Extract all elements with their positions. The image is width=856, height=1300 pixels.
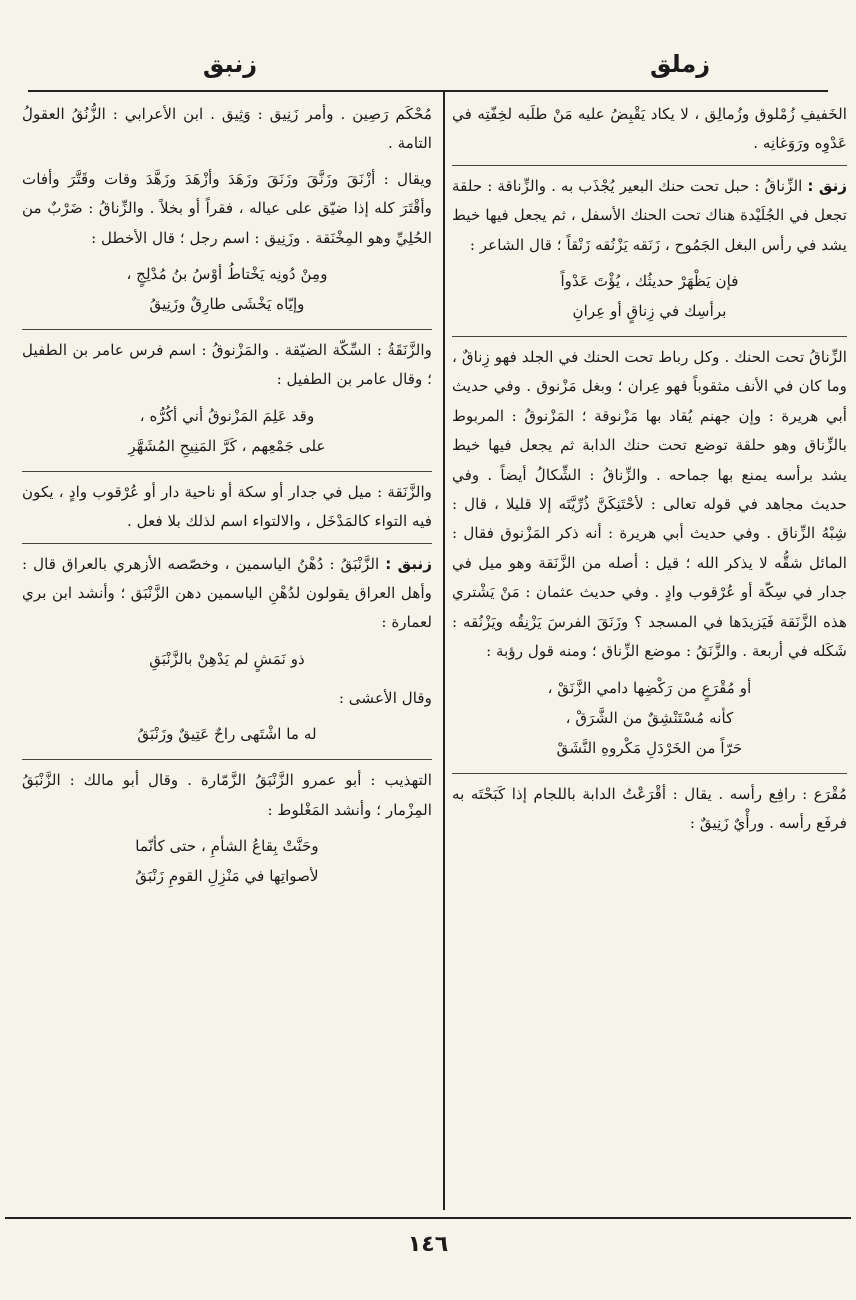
entry-paragraph: مُحْكَم رَصِين . وأمر زَنِيق : وَثِيق . ابن الأعرابي : الزُّنُقُ العقولُ التامة . — [22, 105, 432, 153]
verse-line: فإن يَظْهَرْ حديثُك ، يُؤْتَ عَدْواً — [560, 272, 739, 291]
verse-line: وحَنَّتْ بِقاعُ الشأمِ ، حتى كأنّما — [135, 837, 319, 856]
verse-line: برأسِك في زِناقٍ أو عِرانِ — [572, 302, 727, 321]
entry-znbq — [22, 543, 432, 638]
verse-block — [452, 266, 847, 326]
verse-block — [452, 673, 847, 763]
verse-line: لأصواتِها في مَنْزِلِ القومِ زَنْبَقُ — [135, 867, 319, 886]
verse-line: على جَمْعِهم ، كَرَّ المَنِيحِ المُشَهَّرِ — [128, 436, 326, 455]
verse-line: ومِنْ دُونِه يَخْتاطُ أوْسُ بنُ مُدْلِجٍ ، — [126, 265, 328, 284]
verse-line: وقد عَلِمَ المَزْنوقُ أني أكُرُّه ، — [139, 406, 315, 425]
verse-block — [22, 401, 432, 461]
running-head-left: زنبق — [202, 50, 258, 78]
verse-block — [22, 831, 432, 891]
verse-line: ذو نَمَشٍ لم يَدْهِنْ بالزَّنْبَقِ — [149, 649, 305, 668]
entry-paragraph: والزَّنَقَةُ : السِّكّة الضيّقة . والمَزْنوقُ : اسم فرس عامر بن الطفيل ؛ وقال عامر بن الطفيل : — [22, 329, 432, 395]
verse-block — [22, 719, 432, 749]
verse-line: وإيّاه يَخْشَى طارِقٌ وزَنِيقُ — [149, 295, 305, 314]
headword-znbq: زنبق : — [385, 554, 432, 573]
entry-continuation: الخَفيفِ زُمْلوق وزُمالِق ، لا يكاد يَقْبِضُ عليه مَنْ طلَبه لخِفّتِه في عَدْوِه ورَوَغانِه . — [452, 105, 847, 153]
entry-znq-text: الزِّناقُ : حبل تحت حنك البعير يُجْذَب به . والزِّناقة : حلقة تجعل في الجُلَيْدة هناك تحت الحنك الأسفل ، ثم يجعل فيها خيط يشد في رأس البغل الجَمُوح ، زَنَقه يَزْنُقه زَنْقاً ؛ قال الشاعر : — [452, 176, 847, 254]
left-column — [22, 100, 432, 1208]
entry-paragraph: وقال الأعشى : — [338, 688, 432, 707]
verse-line: أو مُقْرَعٍ من رَكْضِها دامي الزَّنَقْ ، — [547, 678, 752, 697]
footer-rule — [5, 1217, 851, 1219]
entry-paragraph: ويقال : أزْنَقَ وزَنَّقَ وزَنَقَ وزَهَدَ وأزْهَدَ وزَهَّدَ وقات وقَتَّرَ وأفات وأقْتَرَ كله إذا ضيّق على عياله ، فقراً أو بخلاً . والزِّناقُ : ضَرْبٌ من الحُلِيِّ وهو المِخْنَقة . وزَنِيق : اسم رجل ؛ قال الأخطل : — [22, 169, 432, 247]
header-rule — [28, 90, 828, 92]
column-divider — [443, 92, 445, 1210]
entry-paragraph: الزِّناقُ تحت الحنك . وكل رباط تحت الحنك في الجلد فهو زِناقٌ ، وما كان في الأنف مثقوباً فهو عِران ؛ وبغل مَزْنوق . وفي حديث أبي هريرة : وإن جهنم يُقاد بها مَزْنوقة ؛ المَزْنوقُ : المربوط بالزِّناق وهو حلقة توضع تحت حنك الدابة ثم يجعل فيها خيط يشد برأسه يمنع بها جماحه . والزِّناقُ : الشِّكالُ أيضاً . وفي حديث مجاهد في قوله تعالى : لأحْتَنِكَنَّ ذُرِّيَّتَه إلا قليلا ، قال : شِبْهُ الزِّناق . وفي حديث أبي هريرة : أنه ذكر المَزْنوق فقال : المائل شقُّه لا يذكر الله ؛ قيل : أصله من الزَّنَقة وهو ميل في جدار في سِكّة أو عُرْقوب وادٍ . وفي حديث عثمان : مَنْ يَشْتري هذه الزَّنَقة فَيَزيدَها في المسجد ؟ وزَنَقَ الفرسَ يَزْنِقُه ويَزْنُقه : شَكَله في أربعة . والزَّنَقُ : موضع الزِّناق ؛ ومنه قول رؤبة : — [452, 336, 847, 666]
entry-paragraph: والزَّنَقة : ميل في جدار أو سكة أو ناحية دار أو عُرْقوب وادٍ ، يكون فيه التواء كالمَدْخَل ، والالتواء اسم لذلك بلا فعل . — [22, 471, 432, 537]
page-number: ١٤٦ — [407, 1232, 449, 1257]
running-head-right: زملق — [649, 50, 711, 78]
verse-block — [22, 644, 432, 674]
verse-line: كأنه مُسْتَنْشِقٌ من الشَّرَقْ ، — [565, 708, 734, 727]
entry-paragraph: مُقْرَع : رافِع رأسه . يقال : أقْرَعْتُ الدابة باللجام إذا كَبَحْتَه به فرفَع رأسه . ورأْيٌ زَنِيقٌ : — [452, 773, 847, 839]
right-column — [452, 100, 847, 1208]
headword-znq: زنق : — [807, 176, 847, 195]
verse-line: حَرّاً من الخَرْدَلِ مَكْروهِ النَّشَقْ — [556, 738, 743, 757]
verse-line: له ما اشْتَهى راحٌ عَتِيقٌ وزَنْبَقُ — [137, 725, 317, 744]
entry-znbq-text: الزَّنْبَقُ : دُهْنُ الياسمين ، وخصّصه الأزهري بالعراق قال : وأهل العراق يقولون لدُهْنِ الياسمين دهن الزَّنْبَق ؛ وأنشد ابن بري لعمارة : — [22, 554, 432, 632]
entry-znq — [452, 165, 847, 260]
entry-paragraph: التهذيب : أبو عمرو الزَّنْبَقُ الزَّمّارة . وقال أبو مالك : الزَّنْبَقُ المِزْمار ؛ وأنشد المَغْلوط : — [22, 759, 432, 825]
verse-block — [22, 259, 432, 319]
